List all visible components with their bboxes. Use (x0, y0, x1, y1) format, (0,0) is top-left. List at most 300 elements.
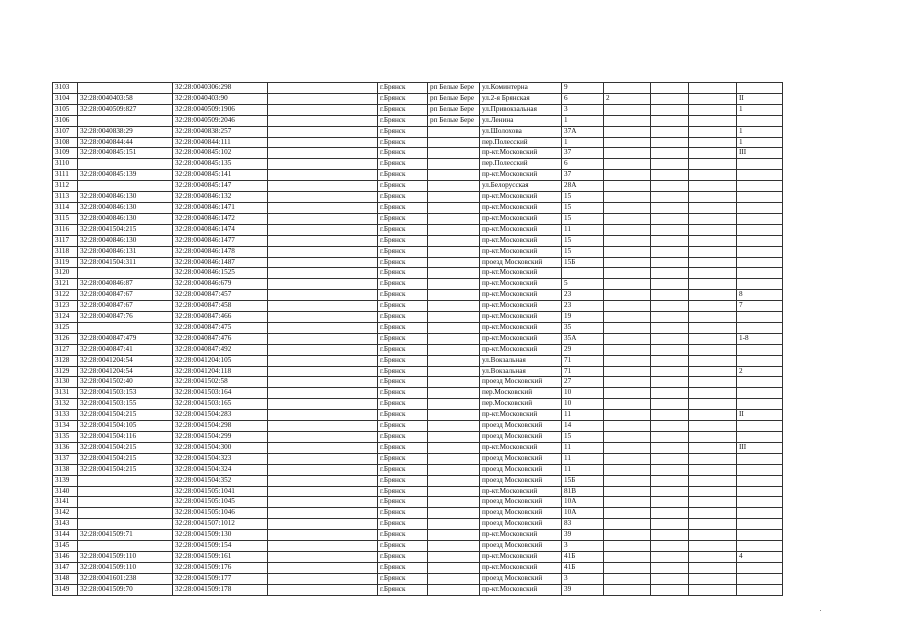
register-sheet (52, 82, 783, 596)
row-number-cell: 3140 (53, 486, 78, 497)
premises-cell: II (737, 410, 783, 421)
parcel-number-cell: 32:28:0040846:130 (78, 202, 173, 213)
settlement-cell (428, 202, 480, 213)
parcel-number-cell: 32:28:0040846:130 (78, 213, 173, 224)
blank-cell (268, 551, 378, 562)
settlement-cell (428, 551, 480, 562)
premises-cell: 2 (737, 366, 783, 377)
house-cell: 3 (562, 104, 604, 115)
street-cell: ул.2-я Брянская (480, 93, 562, 104)
blank-cell (268, 257, 378, 268)
city-cell: г.Брянск (378, 573, 428, 584)
building-cell (604, 257, 651, 268)
settlement-cell (428, 148, 480, 159)
table-row (53, 192, 783, 203)
building-cell (604, 388, 651, 399)
city-cell: г.Брянск (378, 497, 428, 508)
premises-cell: 8 (737, 290, 783, 301)
extra-cell (651, 333, 689, 344)
settlement-cell (428, 399, 480, 410)
city-cell: г.Брянск (378, 562, 428, 573)
parcel-number-cell: 32:28:0041204:54 (78, 355, 173, 366)
table-row (53, 366, 783, 377)
blank-cell (268, 170, 378, 181)
blank-cell (268, 137, 378, 148)
building-cell (604, 322, 651, 333)
street-cell: пер.Полесский (480, 159, 562, 170)
house-cell: 15 (562, 192, 604, 203)
premises-cell (737, 486, 783, 497)
row-number-cell: 3148 (53, 573, 78, 584)
premises-cell (737, 115, 783, 126)
city-cell: г.Брянск (378, 421, 428, 432)
house-cell: 1 (562, 137, 604, 148)
settlement-cell (428, 192, 480, 203)
city-cell: г.Брянск (378, 508, 428, 519)
row-number-cell: 3104 (53, 93, 78, 104)
premises-cell (737, 464, 783, 475)
street-cell: пр-кт.Московский (480, 333, 562, 344)
blank-cell (268, 115, 378, 126)
city-cell: г.Брянск (378, 432, 428, 443)
building-cell (604, 453, 651, 464)
house-cell: 37 (562, 148, 604, 159)
parcel-number-cell: 32:28:0041504:116 (78, 432, 173, 443)
building-cell (604, 115, 651, 126)
table-row (53, 442, 783, 453)
extra-cell (651, 312, 689, 323)
object-number-cell: 32:28:0041504:299 (173, 432, 268, 443)
building-cell (604, 312, 651, 323)
building-cell (604, 475, 651, 486)
row-number-cell: 3122 (53, 290, 78, 301)
premises-cell (737, 83, 783, 94)
settlement-cell (428, 475, 480, 486)
extra-cell-2 (689, 508, 737, 519)
street-cell: проезд Московский (480, 497, 562, 508)
city-cell: г.Брянск (378, 475, 428, 486)
extra-cell (651, 192, 689, 203)
premises-cell (737, 246, 783, 257)
extra-cell (651, 170, 689, 181)
street-cell: проезд Московский (480, 541, 562, 552)
extra-cell (651, 530, 689, 541)
city-cell: г.Брянск (378, 464, 428, 475)
object-number-cell: 32:28:0041509:154 (173, 541, 268, 552)
object-number-cell: 32:28:0040846:1474 (173, 224, 268, 235)
city-cell: г.Брянск (378, 126, 428, 137)
parcel-number-cell: 32:28:0040846:87 (78, 279, 173, 290)
building-cell (604, 355, 651, 366)
blank-cell (268, 377, 378, 388)
table-row (53, 573, 783, 584)
premises-cell (737, 279, 783, 290)
extra-cell-2 (689, 530, 737, 541)
table-row (53, 257, 783, 268)
premises-cell (737, 377, 783, 388)
extra-cell-2 (689, 551, 737, 562)
object-number-cell: 32:28:0041505:1046 (173, 508, 268, 519)
extra-cell (651, 366, 689, 377)
extra-cell-2 (689, 399, 737, 410)
object-number-cell: 32:28:0040306:298 (173, 83, 268, 94)
row-number-cell: 3145 (53, 541, 78, 552)
city-cell: г.Брянск (378, 551, 428, 562)
house-cell: 81В (562, 486, 604, 497)
street-cell: пр-кт.Московский (480, 301, 562, 312)
settlement-cell (428, 268, 480, 279)
settlement-cell (428, 279, 480, 290)
city-cell: г.Брянск (378, 202, 428, 213)
extra-cell-2 (689, 573, 737, 584)
street-cell: проезд Московский (480, 421, 562, 432)
object-number-cell: 32:28:0041509:177 (173, 573, 268, 584)
object-number-cell: 32:28:0040838:257 (173, 126, 268, 137)
object-number-cell: 32:28:0040847:466 (173, 312, 268, 323)
extra-cell (651, 399, 689, 410)
building-cell (604, 235, 651, 246)
premises-cell (737, 475, 783, 486)
extra-cell (651, 584, 689, 595)
blank-cell (268, 246, 378, 257)
extra-cell-2 (689, 93, 737, 104)
row-number-cell: 3116 (53, 224, 78, 235)
object-number-cell: 32:28:0040509:1906 (173, 104, 268, 115)
extra-cell-2 (689, 126, 737, 137)
extra-cell (651, 148, 689, 159)
row-number-cell: 3144 (53, 530, 78, 541)
extra-cell-2 (689, 421, 737, 432)
blank-cell (268, 104, 378, 115)
object-number-cell: 32:28:0041505:1041 (173, 486, 268, 497)
table-row (53, 290, 783, 301)
object-number-cell: 32:28:0041503:164 (173, 388, 268, 399)
house-cell: 14 (562, 421, 604, 432)
blank-cell (268, 410, 378, 421)
parcel-number-cell: 32:28:0041509:110 (78, 562, 173, 573)
house-cell: 37А (562, 126, 604, 137)
house-cell: 39 (562, 530, 604, 541)
street-cell: пр-кт.Московский (480, 562, 562, 573)
settlement-cell: рп Белые Бере (428, 104, 480, 115)
object-number-cell: 32:28:0040846:1471 (173, 202, 268, 213)
city-cell: г.Брянск (378, 410, 428, 421)
street-cell: пр-кт.Московский (480, 344, 562, 355)
settlement-cell (428, 344, 480, 355)
house-cell: 39 (562, 584, 604, 595)
object-number-cell: 32:28:0041504:323 (173, 453, 268, 464)
row-number-cell: 3108 (53, 137, 78, 148)
street-cell: пр-кт.Московский (480, 410, 562, 421)
object-number-cell: 32:28:0040847:476 (173, 333, 268, 344)
building-cell (604, 279, 651, 290)
settlement-cell (428, 562, 480, 573)
row-number-cell: 3103 (53, 83, 78, 94)
extra-cell (651, 486, 689, 497)
register-body (53, 83, 783, 596)
blank-cell (268, 148, 378, 159)
row-number-cell: 3125 (53, 322, 78, 333)
city-cell: г.Брянск (378, 399, 428, 410)
row-number-cell: 3105 (53, 104, 78, 115)
table-row (53, 126, 783, 137)
building-cell (604, 573, 651, 584)
extra-cell-2 (689, 366, 737, 377)
parcel-number-cell: 32:28:0041502:40 (78, 377, 173, 388)
building-cell (604, 137, 651, 148)
extra-cell (651, 541, 689, 552)
object-number-cell: 32:28:0041504:352 (173, 475, 268, 486)
settlement-cell (428, 301, 480, 312)
extra-cell (651, 235, 689, 246)
row-number-cell: 3136 (53, 442, 78, 453)
blank-cell (268, 388, 378, 399)
table-row (53, 410, 783, 421)
row-number-cell: 3134 (53, 421, 78, 432)
house-cell: 27 (562, 377, 604, 388)
row-number-cell: 3112 (53, 181, 78, 192)
settlement-cell (428, 355, 480, 366)
extra-cell (651, 279, 689, 290)
settlement-cell (428, 541, 480, 552)
blank-cell (268, 519, 378, 530)
table-row (53, 83, 783, 94)
blank-cell (268, 93, 378, 104)
building-cell: 2 (604, 93, 651, 104)
house-cell: 10 (562, 388, 604, 399)
city-cell: г.Брянск (378, 377, 428, 388)
premises-cell (737, 584, 783, 595)
row-number-cell: 3126 (53, 333, 78, 344)
settlement-cell (428, 366, 480, 377)
extra-cell-2 (689, 301, 737, 312)
settlement-cell (428, 573, 480, 584)
building-cell (604, 344, 651, 355)
table-row (53, 388, 783, 399)
city-cell: г.Брянск (378, 584, 428, 595)
extra-cell-2 (689, 148, 737, 159)
extra-cell (651, 388, 689, 399)
parcel-number-cell: 32:28:0040847:67 (78, 301, 173, 312)
blank-cell (268, 464, 378, 475)
extra-cell (651, 159, 689, 170)
building-cell (604, 410, 651, 421)
blank-cell (268, 322, 378, 333)
city-cell: г.Брянск (378, 312, 428, 323)
house-cell: 10А (562, 508, 604, 519)
parcel-number-cell (78, 508, 173, 519)
building-cell (604, 181, 651, 192)
parcel-number-cell: 32:28:0041504:215 (78, 453, 173, 464)
street-cell: ул.Вокзальная (480, 355, 562, 366)
building-cell (604, 584, 651, 595)
row-number-cell: 3143 (53, 519, 78, 530)
house-cell: 28А (562, 181, 604, 192)
extra-cell (651, 497, 689, 508)
blank-cell (268, 432, 378, 443)
premises-cell (737, 202, 783, 213)
object-number-cell: 32:28:0041204:105 (173, 355, 268, 366)
city-cell: г.Брянск (378, 322, 428, 333)
settlement-cell (428, 377, 480, 388)
city-cell: г.Брянск (378, 213, 428, 224)
object-number-cell: 32:28:0041504:324 (173, 464, 268, 475)
extra-cell-2 (689, 355, 737, 366)
extra-cell (651, 355, 689, 366)
premises-cell (737, 497, 783, 508)
city-cell: г.Брянск (378, 148, 428, 159)
premises-cell (737, 530, 783, 541)
extra-cell (651, 224, 689, 235)
table-row (53, 246, 783, 257)
city-cell: г.Брянск (378, 137, 428, 148)
blank-cell (268, 442, 378, 453)
house-cell: 3 (562, 541, 604, 552)
street-cell: пер.Полесский (480, 137, 562, 148)
street-cell: проезд Московский (480, 432, 562, 443)
extra-cell (651, 344, 689, 355)
building-cell (604, 421, 651, 432)
settlement-cell (428, 224, 480, 235)
row-number-cell: 3106 (53, 115, 78, 126)
table-row (53, 421, 783, 432)
settlement-cell (428, 508, 480, 519)
city-cell: г.Брянск (378, 224, 428, 235)
object-number-cell: 32:28:0041509:130 (173, 530, 268, 541)
extra-cell (651, 322, 689, 333)
blank-cell (268, 421, 378, 432)
city-cell: г.Брянск (378, 268, 428, 279)
table-row (53, 344, 783, 355)
object-number-cell: 32:28:0041509:176 (173, 562, 268, 573)
extra-cell-2 (689, 377, 737, 388)
table-row (53, 562, 783, 573)
extra-cell-2 (689, 202, 737, 213)
city-cell: г.Брянск (378, 246, 428, 257)
table-row (53, 333, 783, 344)
extra-cell-2 (689, 541, 737, 552)
house-cell: 29 (562, 344, 604, 355)
blank-cell (268, 541, 378, 552)
building-cell (604, 126, 651, 137)
extra-cell (651, 213, 689, 224)
house-cell: 15 (562, 235, 604, 246)
row-number-cell: 3142 (53, 508, 78, 519)
row-number-cell: 3107 (53, 126, 78, 137)
blank-cell (268, 333, 378, 344)
row-number-cell: 3110 (53, 159, 78, 170)
extra-cell (651, 202, 689, 213)
table-row (53, 432, 783, 443)
blank-cell (268, 159, 378, 170)
house-cell: 83 (562, 519, 604, 530)
extra-cell (651, 104, 689, 115)
city-cell: г.Брянск (378, 115, 428, 126)
street-cell: пр-кт.Московский (480, 235, 562, 246)
parcel-number-cell: 32:28:0040846:130 (78, 192, 173, 203)
house-cell (562, 268, 604, 279)
table-row (53, 584, 783, 595)
blank-cell (268, 192, 378, 203)
street-cell: пер.Московский (480, 399, 562, 410)
parcel-number-cell: 32:28:0041204:54 (78, 366, 173, 377)
city-cell: г.Брянск (378, 192, 428, 203)
extra-cell-2 (689, 475, 737, 486)
extra-cell (651, 432, 689, 443)
table-row (53, 519, 783, 530)
extra-cell-2 (689, 246, 737, 257)
street-cell: проезд Московский (480, 453, 562, 464)
street-cell: пр-кт.Московский (480, 170, 562, 181)
building-cell (604, 377, 651, 388)
house-cell: 1 (562, 115, 604, 126)
blank-cell (268, 508, 378, 519)
house-cell: 71 (562, 355, 604, 366)
extra-cell (651, 573, 689, 584)
house-cell: 11 (562, 453, 604, 464)
parcel-number-cell: 32:28:0040847:67 (78, 290, 173, 301)
extra-cell-2 (689, 486, 737, 497)
row-number-cell: 3141 (53, 497, 78, 508)
object-number-cell: 32:28:0041505:1045 (173, 497, 268, 508)
extra-cell-2 (689, 268, 737, 279)
premises-cell (737, 421, 783, 432)
city-cell: г.Брянск (378, 93, 428, 104)
building-cell (604, 170, 651, 181)
city-cell: г.Брянск (378, 355, 428, 366)
settlement-cell (428, 453, 480, 464)
building-cell (604, 246, 651, 257)
row-number-cell: 3139 (53, 475, 78, 486)
extra-cell-2 (689, 137, 737, 148)
table-row (53, 159, 783, 170)
city-cell: г.Брянск (378, 170, 428, 181)
city-cell: г.Брянск (378, 104, 428, 115)
city-cell: г.Брянск (378, 279, 428, 290)
table-row (53, 202, 783, 213)
blank-cell (268, 181, 378, 192)
premises-cell (737, 519, 783, 530)
street-cell: пр-кт.Московский (480, 246, 562, 257)
row-number-cell: 3121 (53, 279, 78, 290)
settlement-cell (428, 442, 480, 453)
extra-cell (651, 301, 689, 312)
row-number-cell: 3132 (53, 399, 78, 410)
blank-cell (268, 213, 378, 224)
parcel-number-cell: 32:28:0041504:215 (78, 410, 173, 421)
city-cell: г.Брянск (378, 486, 428, 497)
parcel-number-cell: 32:28:0041509:110 (78, 551, 173, 562)
street-cell: пр-кт.Московский (480, 322, 562, 333)
building-cell (604, 497, 651, 508)
object-number-cell: 32:28:0040847:475 (173, 322, 268, 333)
blank-cell (268, 355, 378, 366)
settlement-cell (428, 170, 480, 181)
blank-cell (268, 573, 378, 584)
table-row (53, 224, 783, 235)
house-cell: 11 (562, 442, 604, 453)
street-cell: пр-кт.Московский (480, 202, 562, 213)
parcel-number-cell: 32:28:0041503:153 (78, 388, 173, 399)
row-number-cell: 3149 (53, 584, 78, 595)
house-cell: 41Б (562, 562, 604, 573)
row-number-cell: 3118 (53, 246, 78, 257)
blank-cell (268, 453, 378, 464)
object-number-cell: 32:28:0040844:111 (173, 137, 268, 148)
table-row (53, 148, 783, 159)
object-number-cell: 32:28:0041507:1012 (173, 519, 268, 530)
extra-cell (651, 115, 689, 126)
